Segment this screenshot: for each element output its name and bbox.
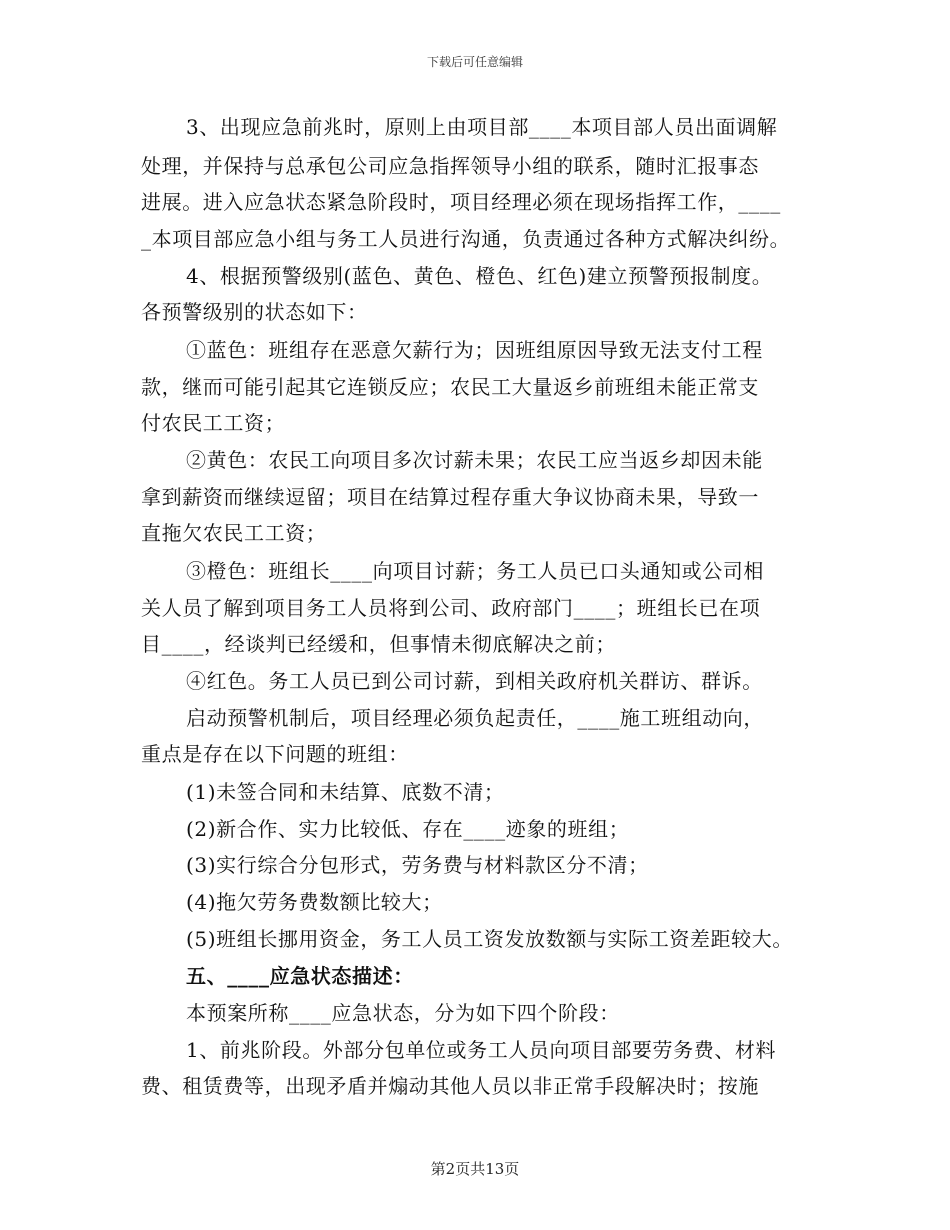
paragraph-line: 直拖欠农民工工资； xyxy=(141,521,327,545)
list-item: (5)班组长挪用资金，务工人员工资发放数额与实际工资差距较大。 xyxy=(186,927,793,951)
paragraph-line: 各预警级别的状态如下： xyxy=(141,300,368,324)
paragraph-line: 处理，并保持与总承包公司应急指挥领导小组的联系，随时汇报事态 xyxy=(141,154,759,178)
paragraph-line: 3、出现应急前兆时，原则上由项目部____本项目部人员出面调解 xyxy=(186,115,778,139)
paragraph-line: 启动预警机制后，项目经理必须负起责任，____施工班组动向， xyxy=(186,706,764,730)
section-heading: 五、____应急状态描述： xyxy=(186,964,414,988)
paragraph-line: 目____，经谈判已经缓和，但事情未彻底解决之前； xyxy=(141,632,616,656)
paragraph-line: 重点是存在以下问题的班组： xyxy=(141,742,409,766)
page-footer: 第2页共13页 xyxy=(430,1160,520,1178)
paragraph-line: 进展。进入应急状态紧急阶段时，项目经理必须在现场指挥工作，____ xyxy=(141,190,781,214)
list-item: (4)拖欠劳务费数额比较大； xyxy=(186,890,443,914)
paragraph-line: ①蓝色：班组存在恶意欠薪行为；因班组原因导致无法支付工程 xyxy=(186,338,763,362)
paragraph-line: 4、根据预警级别(蓝色、黄色、橙色、红色)建立预警预报制度。 xyxy=(186,264,773,288)
paragraph-line: 付农民工工资； xyxy=(141,411,286,435)
list-item: (3)实行综合分包形式，劳务费与材料款区分不清； xyxy=(186,853,649,877)
paragraph-line: 1、前兆阶段。外部分包单位或务工人员向项目部要劳务费、材料 xyxy=(186,1038,777,1062)
list-item: (1)未签合同和未结算、底数不清； xyxy=(186,780,505,804)
paragraph-line: 款，继而可能引起其它连锁反应；农民工大量返乡前班组未能正常支 xyxy=(141,375,759,399)
paragraph-line: ③橙色：班组长____向项目讨薪；务工人员已口头通知或公司相 xyxy=(186,559,764,583)
page-header: 下载后可任意编辑 xyxy=(426,55,523,69)
paragraph-line: _本项目部应急小组与务工人员进行沟通，负责通过各种方式解决纠纷。 xyxy=(141,227,791,251)
paragraph-line: 拿到薪资而继续逗留；项目在结算过程存重大争议协商未果，导致一 xyxy=(141,485,759,509)
paragraph-line: 关人员了解到项目务工人员将到公司、政府部门____；班组长已在项 xyxy=(141,596,761,620)
paragraph-line: ②黄色：农民工向项目多次讨薪未果；农民工应当返乡却因未能 xyxy=(186,448,763,472)
paragraph-line: 本预案所称____应急状态，分为如下四个阶段： xyxy=(186,1001,620,1025)
paragraph-line: ④红色。务工人员已到公司讨薪，到相关政府机关群访、群诉。 xyxy=(186,669,763,693)
list-item: (2)新合作、实力比较低、存在____迹象的班组； xyxy=(186,817,630,841)
paragraph-line: 费、租赁费等，出现矛盾并煽动其他人员以非正常手段解决时；按施 xyxy=(141,1074,759,1098)
